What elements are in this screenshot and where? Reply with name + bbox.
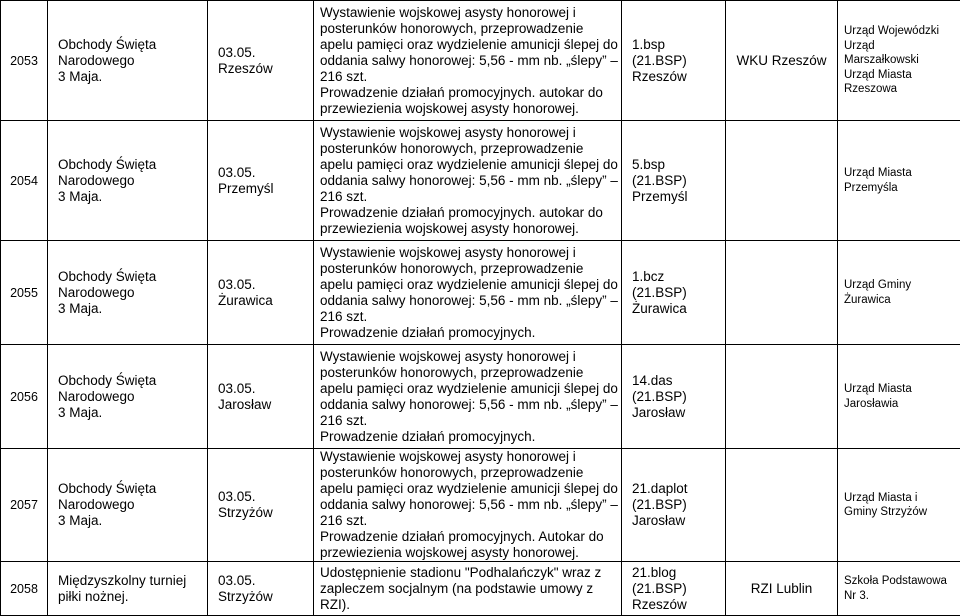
cell-line: Narodowego: [58, 389, 203, 405]
description-cell: [314, 345, 622, 449]
organizer-cell: WKU Rzeszów: [726, 1, 838, 121]
cell-line: 216 szt.: [320, 189, 617, 205]
cell-line: Nr 3.: [844, 589, 956, 604]
cell-line: Gminy Strzyżów: [844, 505, 956, 520]
cell-line: Udostępnienie stadionu "Podhalańczyk" wraz z: [320, 565, 617, 581]
organizer-cell: [726, 241, 838, 345]
unit-cell: [622, 241, 726, 345]
date-place-cell: [208, 562, 314, 616]
cell-line: Obchody Święta: [58, 373, 203, 389]
cell-line: Obchody Święta: [58, 37, 203, 53]
date-place-cell: [208, 241, 314, 345]
cell-line: (21.BSP): [632, 581, 721, 597]
cell-line: oddania salwy honorowej: 5,56 - mm nb. „ślepy” –: [320, 173, 617, 189]
cell-line: Prowadzenie działań promocyjnych.: [320, 429, 617, 445]
cell-line: przewiezienia wojskowej asysty honorowej.: [320, 545, 617, 561]
cell-line: apelu pamięci oraz wydzielenie amunicji ślepej do: [320, 481, 617, 497]
table-body: [1, 1, 960, 616]
partner-cell: [838, 241, 960, 345]
cell-line: Żurawica: [844, 293, 956, 308]
cell-line: RZI).: [320, 597, 617, 613]
description-cell: [314, 449, 622, 562]
cell-line: Rzeszowa: [844, 82, 956, 97]
cell-line: przewiezienia wojskowej asysty honorowej.: [320, 101, 617, 117]
event-name-cell: [48, 241, 208, 345]
description-cell: [314, 121, 622, 241]
row-number-cell: 2056: [1, 345, 48, 449]
unit-cell: [622, 345, 726, 449]
cell-line: Wystawienie wojskowej asysty honorowej i: [320, 449, 617, 465]
cell-line: 1.bsp: [632, 37, 721, 53]
cell-line: Prowadzenie działań promocyjnych. Autokar do: [320, 529, 617, 545]
cell-line: Prowadzenie działań promocyjnych. autokar do: [320, 205, 617, 221]
cell-line: posterunków honorowych, przeprowadzenie: [320, 141, 617, 157]
cell-line: 3 Maja.: [58, 189, 203, 205]
cell-line: oddania salwy honorowej: 5,56 - mm nb. „ślepy” –: [320, 497, 617, 513]
partner-cell: [838, 449, 960, 562]
partner-cell: [838, 345, 960, 449]
cell-line: (21.BSP): [632, 497, 721, 513]
cell-line: apelu pamięci oraz wydzielenie amunicji ślepej do: [320, 381, 617, 397]
cell-line: 216 szt.: [320, 309, 617, 325]
cell-line: 03.05.: [218, 165, 309, 181]
cell-line: Wystawienie wojskowej asysty honorowej i: [320, 5, 617, 21]
row-number-cell: 2055: [1, 241, 48, 345]
unit-cell: [622, 449, 726, 562]
cell-line: Prowadzenie działań promocyjnych. autokar do: [320, 85, 617, 101]
unit-cell: [622, 121, 726, 241]
partner-cell: [838, 121, 960, 241]
cell-line: Wystawienie wojskowej asysty honorowej i: [320, 245, 617, 261]
date-place-cell: [208, 345, 314, 449]
cell-line: 14.das: [632, 373, 721, 389]
row-number-cell: 2058: [1, 562, 48, 616]
cell-line: posterunków honorowych, przeprowadzenie: [320, 465, 617, 481]
cell-line: Żurawica: [632, 301, 721, 317]
cell-line: 3 Maja.: [58, 405, 203, 421]
cell-line: 3 Maja.: [58, 69, 203, 85]
cell-line: Urząd Miasta i: [844, 491, 956, 506]
cell-line: Jarosław: [632, 405, 721, 421]
row-number-cell: 2057: [1, 449, 48, 562]
organizer-cell: [726, 345, 838, 449]
cell-line: Narodowego: [58, 497, 203, 513]
cell-line: apelu pamięci oraz wydzielenie amunicji ślepej do: [320, 157, 617, 173]
cell-line: 21.daplot: [632, 481, 721, 497]
cell-line: zapleczem socjalnym (na podstawie umowy z: [320, 581, 617, 597]
cell-line: Narodowego: [58, 173, 203, 189]
cell-line: Narodowego: [58, 285, 203, 301]
cell-line: Obchody Święta: [58, 157, 203, 173]
cell-line: Strzyżów: [218, 589, 309, 605]
date-place-cell: [208, 449, 314, 562]
cell-line: Wystawienie wojskowej asysty honorowej i: [320, 125, 617, 141]
organizer-cell: RZI Lublin: [726, 562, 838, 616]
cell-line: posterunków honorowych, przeprowadzenie: [320, 365, 617, 381]
cell-line: Urząd Miasta: [844, 382, 956, 397]
unit-cell: [622, 562, 726, 616]
date-place-cell: [208, 121, 314, 241]
cell-line: (21.BSP): [632, 285, 721, 301]
cell-line: apelu pamięci oraz wydzielenie amunicji ślepej do: [320, 277, 617, 293]
cell-line: 5.bsp: [632, 157, 721, 173]
cell-line: Przemyśla: [844, 181, 956, 196]
cell-line: Międzyszkolny turniej: [58, 573, 203, 589]
organizer-cell: [726, 449, 838, 562]
table-row: [1, 241, 960, 345]
description-cell: [314, 562, 622, 616]
cell-line: oddania salwy honorowej: 5,56 - mm nb. „ślepy” –: [320, 53, 617, 69]
description-cell: [314, 1, 622, 121]
cell-line: Przemyśl: [632, 189, 721, 205]
table-row: [1, 449, 960, 562]
date-place-cell: [208, 1, 314, 121]
cell-line: Narodowego: [58, 53, 203, 69]
table-row: [1, 1, 960, 121]
cell-line: 03.05.: [218, 489, 309, 505]
cell-line: przewiezienia wojskowej asysty honorowej.: [320, 221, 617, 237]
cell-line: Urząd Miasta: [844, 166, 956, 181]
partner-cell: [838, 562, 960, 616]
cell-line: 1.bcz: [632, 269, 721, 285]
table-row: [1, 345, 960, 449]
cell-line: Urząd Wojewódzki: [844, 24, 956, 39]
cell-line: Prowadzenie działań promocyjnych.: [320, 325, 617, 341]
cell-line: 21.blog: [632, 565, 721, 581]
description-cell: [314, 241, 622, 345]
cell-line: Urząd Gminy: [844, 278, 956, 293]
cell-line: (21.BSP): [632, 53, 721, 69]
cell-line: 03.05.: [218, 381, 309, 397]
table-row: [1, 562, 960, 616]
cell-line: 216 szt.: [320, 413, 617, 429]
cell-line: Obchody Święta: [58, 269, 203, 285]
unit-cell: [622, 1, 726, 121]
cell-line: 3 Maja.: [58, 301, 203, 317]
cell-line: 03.05.: [218, 277, 309, 293]
cell-line: Szkoła Podstawowa: [844, 574, 956, 589]
cell-line: 03.05.: [218, 573, 309, 589]
cell-line: Strzyżów: [218, 505, 309, 521]
cell-line: 3 Maja.: [58, 513, 203, 529]
cell-line: Rzeszów: [632, 69, 721, 85]
event-name-cell: [48, 345, 208, 449]
cell-line: Obchody Święta: [58, 481, 203, 497]
cell-line: Rzeszów: [632, 597, 721, 613]
cell-line: piłki nożnej.: [58, 589, 203, 605]
event-name-cell: [48, 121, 208, 241]
cell-line: Jarosław: [632, 513, 721, 529]
event-name-cell: [48, 449, 208, 562]
cell-line: Urząd Miasta: [844, 68, 956, 83]
cell-line: 03.05.: [218, 45, 309, 61]
table-row: [1, 121, 960, 241]
organizer-cell: [726, 121, 838, 241]
cell-line: Jarosław: [218, 397, 309, 413]
cell-line: Rzeszów: [218, 61, 309, 77]
row-number-cell: 2054: [1, 121, 48, 241]
event-name-cell: [48, 1, 208, 121]
cell-line: apelu pamięci oraz wydzielenie amunicji ślepej do: [320, 37, 617, 53]
cell-line: posterunków honorowych, przeprowadzenie: [320, 21, 617, 37]
cell-line: posterunków honorowych, przeprowadzenie: [320, 261, 617, 277]
cell-line: Żurawica: [218, 293, 309, 309]
cell-line: (21.BSP): [632, 389, 721, 405]
cell-line: Wystawienie wojskowej asysty honorowej i: [320, 349, 617, 365]
cell-line: Przemyśl: [218, 181, 309, 197]
cell-line: Urząd: [844, 39, 956, 54]
cell-line: (21.BSP): [632, 173, 721, 189]
cell-line: Marszałkowski: [844, 53, 956, 68]
cell-line: oddania salwy honorowej: 5,56 - mm nb. „ślepy” –: [320, 293, 617, 309]
cell-line: 216 szt.: [320, 513, 617, 529]
event-name-cell: [48, 562, 208, 616]
partner-cell: [838, 1, 960, 121]
cell-line: 216 szt.: [320, 69, 617, 85]
cell-line: Jarosławia: [844, 397, 956, 412]
cell-line: oddania salwy honorowej: 5,56 - mm nb. „ślepy” –: [320, 397, 617, 413]
row-number-cell: 2053: [1, 1, 48, 121]
